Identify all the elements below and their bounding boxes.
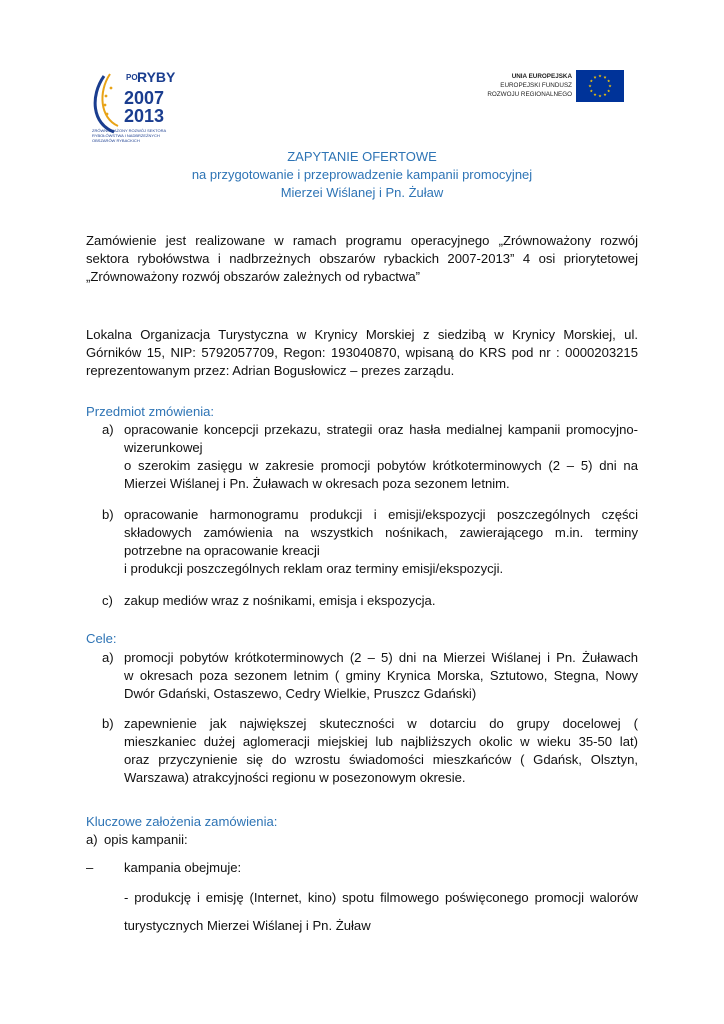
intro-paragraph [86,232,638,286]
subject-item-line: wizerunkowej [124,440,203,455]
goals-item-a [86,649,638,703]
logo-tagline: ZRÓWNOWAŻONY ROZWÓJ SEKTORA RYBOŁÓWSTWA I NADBRZEŻNYCH OBSZARÓW RYBACKICH [92,128,166,143]
subject-item-line: i produkcji poszczególnych reklam oraz terminy emisji/ekspozycji. [124,561,504,576]
title-line-2: na przygotowanie i przeprowadzenie kampanii promocyjnej [191,167,533,182]
goals-item-line: Dwór Gdański, Ostaszewo, Cedry Wielkie, Pruszcz Gdański) [124,686,477,701]
assumptions-dash-marker: – [86,860,94,875]
subject-item-line: składowych zamówienia na wszystkich nośnikach, zawierającego m.in. terminy [124,525,638,540]
assumptions-heading: Kluczowe założenia zamówienia: [86,814,278,829]
title-line-1: ZAPYTANIE OFERTOWE [287,149,437,164]
subject-item-line: opracowanie harmonogramu produkcji i emisji/ekspozycji poszczególnych części [124,507,638,522]
goals-item-line: oraz przyczynienie się do wzrostu świadomości mieszkańców ( Gdańsk, Olsztyn, [124,752,638,767]
title-line-3: Mierzei Wiślanej i Pn. Żuław [280,185,444,200]
assumptions-dash-item: kampania obejmuje: [124,860,242,875]
assumptions-sub-line: turystycznych Mierzei Wiślanej i Pn. Żuław [124,918,371,933]
po-ryby-logo [84,66,184,156]
assumptions-item-a: opis kampanii: [104,832,188,847]
list-marker: a) [102,422,114,437]
organization-paragraph [86,326,638,380]
goals-item-b [86,715,638,787]
list-marker: c) [102,593,113,608]
subject-item-line: opracowanie koncepcji przekazu, strategii oraz hasła medialnej kampanii promocyjno- [124,422,638,437]
logo-ryby: RYBY [137,69,176,85]
assumptions-sub-line: - produkcję i emisję (Internet, kino) spotu filmowego poświęconego promocji walorów [124,890,638,905]
organization-line: Górników 15, NIP: 5792057709, Regon: 193040870, wpisaną do KRS pod nr : 0000203215 [86,345,638,360]
eu-line-1: UNIA EUROPEJSKA [511,73,572,80]
goals-item-line: zapewnienie jak największej skuteczności w dotarciu do grupy docelowej ( [124,716,638,731]
subject-item-line: potrzebne na opracowanie kreacji [124,543,320,558]
intro-line: sektora rybołówstwa i nadbrzeżnych obszarów rybackich 2007-2013” 4 osi priorytetowej [86,251,638,266]
logo-year-start: 2007 [124,88,165,108]
document-title [80,148,644,202]
eu-logo-text [487,72,572,99]
subject-item-a [86,421,638,493]
subject-item-line: zakup mediów wraz z nośnikami, emisja i ekspozycja. [124,593,436,608]
logo-po: PO [126,73,138,82]
intro-line: „Zrównoważony rozwój obszarów zależnych od rybactwa” [86,269,421,284]
intro-line: Zamówienie jest realizowane w ramach programu operacyjnego „Zrównoważony rozwój [86,233,638,248]
subject-heading: Przedmiot zmówienia: [86,404,215,419]
organization-line: reprezentowanym przez: Adrian Bogusłowicz – prezes zarządu. [86,363,455,378]
list-marker: b) [102,716,114,731]
eu-line-2: EUROPEJSKI FUNDUSZ [500,82,572,89]
subject-item-line: Mierzei Wiślanej i Pn. Żuławach w okresach poza sezonem letnim. [124,476,510,491]
eu-line-3: ROZWOJU REGIONALNEGO [487,91,572,98]
organization-line: Lokalna Organizacja Turystyczna w Krynicy Morskiej z siedzibą w Krynicy Morskiej, ul. [86,327,638,342]
assumptions-sub-paragraph [124,884,638,940]
eu-logo [488,70,624,104]
subject-item-line: o szerokim zasięgu w zakresie promocji pobytów krótkoterminowych (2 – 5) dni na [124,458,638,473]
goals-item-line: mieszkaniec dużej aglomeracji miejskiej lub najbliższych okolic w wieku 35-50 lat) [124,734,638,749]
goals-item-line: promocji pobytów krótkoterminowych (2 – 5) dni na Mierzei Wiślanej i Pn. Żuławach [124,650,638,665]
list-marker: a) [102,650,114,665]
subject-item-b [86,506,638,578]
eu-flag-icon [576,70,624,102]
goals-heading: Cele: [86,631,117,646]
list-marker: b) [102,507,114,522]
logo-year-end: 2013 [124,106,165,126]
assumptions-marker-a: a) [86,832,98,847]
goals-item-line: Warszawa) atrakcyjności regionu w posezonowym okresie. [124,770,466,785]
subject-item-c [86,592,638,610]
goals-item-line: w okresach poza sezonem letnim ( gminy Krynica Morska, Sztutowo, Stegna, Nowy [124,668,638,683]
